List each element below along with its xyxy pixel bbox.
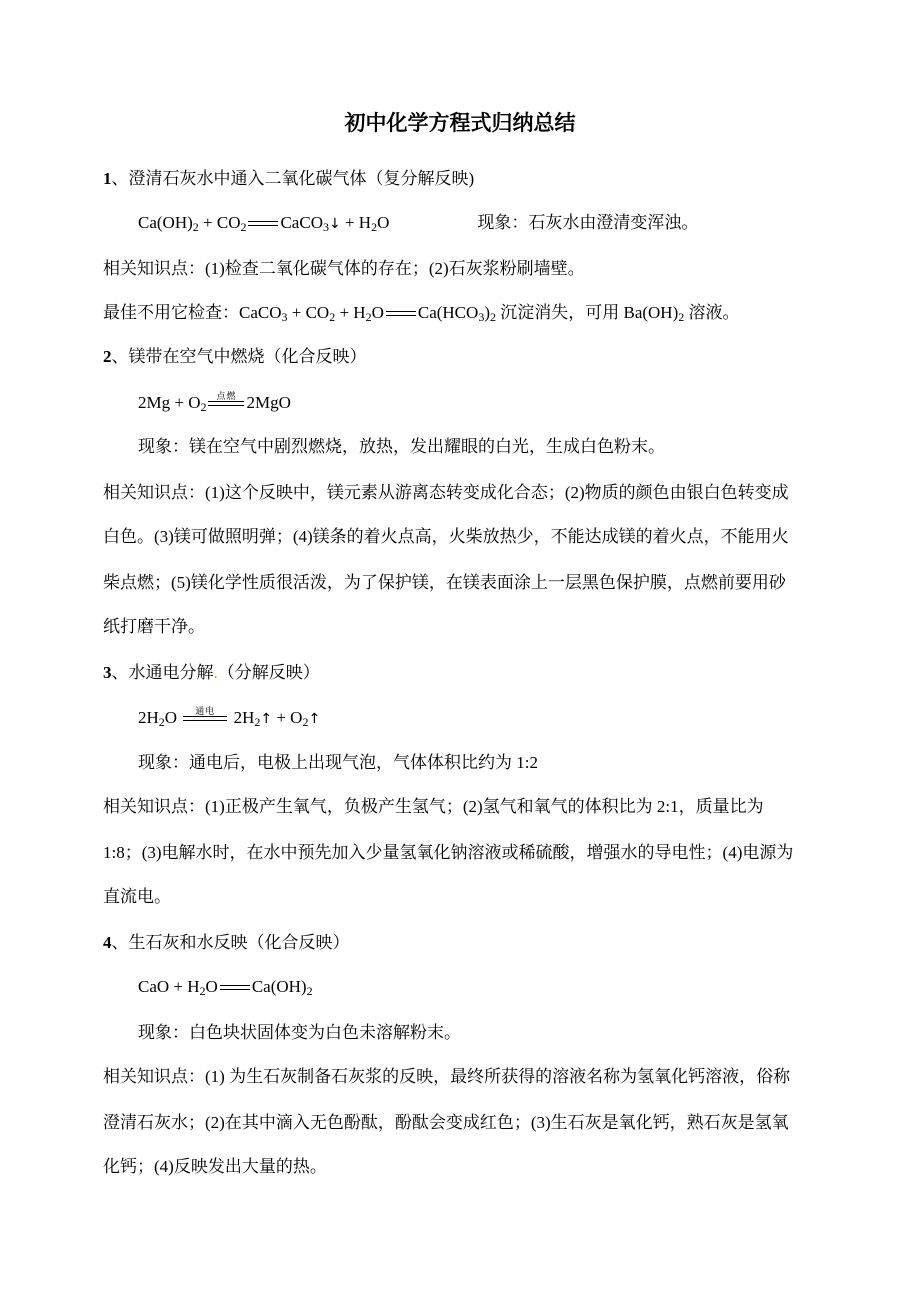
- equals-sign: [384, 298, 418, 328]
- section-4-knowledge-line: 澄清石灰水；(2)在其中滴入无色酚酞，酚酞会变成红色；(3)生石灰是氧化钙，熟石灰是氢氧: [103, 1113, 789, 1132]
- section-2-heading: 2、镁带在空气中燃烧（化合反映）: [103, 347, 367, 366]
- section-1-phenomenon: 现象：石灰水由澄清变浑浊。: [477, 213, 699, 232]
- section-2-knowledge-line: 白色。(3)镁可做照明弹；(4)镁条的着火点高，火柴放热少，不能达成镁的着火点，不能用火: [103, 527, 789, 546]
- section-3-equation: $2H_2O$ 通电 $2H_2↑$ + $O_2↑$: [138, 703, 320, 733]
- gas-arrow-icon: ↑: [260, 711, 273, 727]
- section-4-equation: CaO + $H_2O$ $Ca(OH)_2$: [138, 972, 313, 1002]
- precipitate-arrow-icon: ↓: [328, 216, 341, 232]
- equals-sign: [246, 208, 280, 238]
- section-4-knowledge-line: 化钙；(4)反映发出大量的热。: [103, 1157, 327, 1176]
- section-2-equation: $2Mg + O_2$ 点燃 2MgO: [138, 388, 291, 418]
- gas-arrow-icon: ↑: [308, 711, 321, 727]
- section-2-knowledge-line: 纸打磨干净。: [103, 617, 205, 636]
- section-1-equation: $Ca(OH)_2 + CO_2$ CaCO$_3$↓ + $H_2O$ 现象：石灰水由澄清变浑浊。: [138, 208, 698, 238]
- reaction-condition: 通电: [181, 703, 229, 733]
- section-3-phenomenon: 现象：通电后，电极上出现气泡，气体体积比约为 1:2: [138, 753, 538, 772]
- section-1-heading: 1、澄清石灰水中通入二氧化碳气体（复分解反映): [103, 169, 475, 188]
- section-2-knowledge-line: 相关知识点：(1)这个反映中，镁元素从游离态转变成化合态；(2)物质的颜色由银白色转变成: [103, 483, 789, 502]
- section-4-phenomenon: 现象：白色块状固体变为白色未溶解粉末。: [138, 1023, 461, 1042]
- section-3-knowledge-line: 1:8；(3)电解水时，在水中预先加入少量氢氧化钠溶液或稀硫酸，增强水的导电性；(4)电源为: [103, 843, 794, 862]
- section-1-extra: 最佳不用它检查：CaCO$_3$ + $CO_2 + H_2O$ $Ca(HCO_3)_2$ 沉淀消失，可用 $Ba(OH)_2$ 溶液。: [103, 298, 740, 328]
- section-3-knowledge-line: 相关知识点：(1)正极产生氧气，负极产生氢气；(2)氢气和氧气的体积比为 2:1，质量比为: [103, 797, 764, 816]
- document-title: 初中化学方程式归纳总结: [344, 111, 576, 135]
- section-4-heading: 4、生石灰和水反映（化合反映）: [103, 933, 350, 952]
- section-2-phenomenon: 现象：镁在空气中剧烈燃烧，放热，发出耀眼的白光，生成白色粉末。: [138, 437, 665, 456]
- section-2-knowledge-line: 柴点燃；(5)镁化学性质很活泼，为了保护镁，在镁表面涂上一层黑色保护膜，点燃前要用砂: [103, 573, 786, 592]
- section-3-heading: 3、水通电分解.（分解反映）: [103, 663, 320, 682]
- section-3-knowledge-line: 直流电。: [103, 887, 171, 906]
- section-4-knowledge-line: 相关知识点：(1) 为生石灰制备石灰浆的反映，最终所获得的溶液名称为氢氧化钙溶液，俗称: [103, 1067, 791, 1086]
- reaction-condition: 点燃: [206, 388, 246, 418]
- section-1-knowledge: 相关知识点：(1)检查二氧化碳气体的存在；(2)石灰浆粉刷墙壁。: [103, 259, 585, 278]
- equals-sign: [218, 972, 252, 1002]
